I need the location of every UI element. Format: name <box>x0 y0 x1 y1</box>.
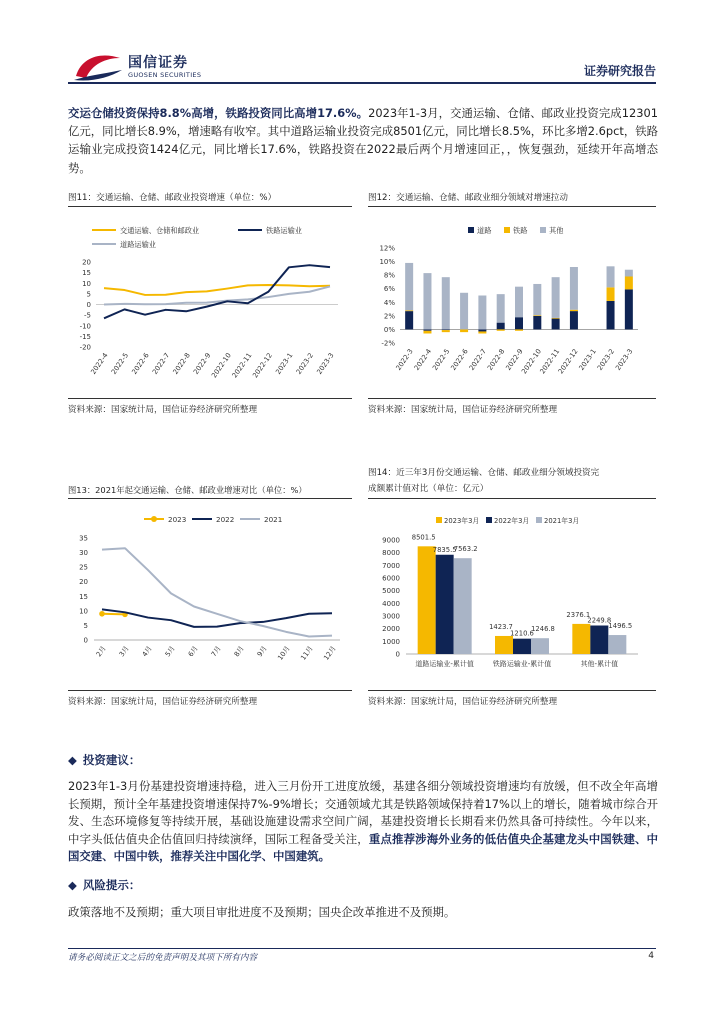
legend-label: 2021 <box>264 515 283 524</box>
legend-label: 其他 <box>549 226 564 235</box>
legend-label: 道路 <box>477 226 492 235</box>
fig12-bottom-rule <box>368 398 656 399</box>
y-tick-label: 0 <box>83 636 88 645</box>
x-tick-label: 11月 <box>299 644 315 662</box>
fig12-top-rule <box>368 206 656 207</box>
bar-segment <box>515 329 523 330</box>
page-number: 4 <box>648 951 654 961</box>
fig13-chart <box>68 504 352 686</box>
series-line <box>102 609 332 626</box>
report-type: 证券研究报告 <box>583 64 656 78</box>
bar-segment <box>607 301 615 330</box>
bar-segment <box>478 329 486 331</box>
bar-segment <box>515 287 523 318</box>
legend-swatch <box>436 517 442 523</box>
bar-segment <box>570 267 578 310</box>
y-tick-label: 0% <box>383 325 395 334</box>
fig11-source: 资料来源：国家统计局，国信证券经济研究所整理 <box>68 405 258 415</box>
x-tick-label: 2022-10 <box>210 351 233 380</box>
footer-divider <box>68 948 656 949</box>
x-tick-label: 2022-4 <box>89 351 110 376</box>
bar <box>454 558 472 654</box>
series-line <box>102 548 332 636</box>
legend-label: 交通运输、仓储和邮政业 <box>120 226 200 235</box>
bar-segment <box>423 329 431 330</box>
y-tick-label: 1000 <box>382 637 400 646</box>
fig11-chart <box>68 212 352 396</box>
diamond-bullet-icon: ◆ <box>68 878 77 892</box>
x-tick-label: 3月 <box>117 644 131 659</box>
legend-marker <box>151 516 157 522</box>
legend-swatch <box>536 517 542 523</box>
data-label: 7835.5 <box>432 545 457 554</box>
bar-segment <box>497 294 505 323</box>
header-divider <box>68 82 656 84</box>
legend-swatch <box>540 227 546 233</box>
invest-body: 2023年1-3月份基建投资增速持稳，进入三月份开工进度放缓，基建各细分领域投资增速均有放缓，但不改全年高增长预期，预计全年基建投资增速保持7%-9%增长；交通领域尤其是铁路领域保持着17%以上的增长，随着城市综合开发、生态环境修复等持续开展，基础设施建设需求空间广阔，基建投资增长长期看来仍然具备可持续性。今年以来，中字头低估值央企估值回归持续演绎，国际工程备受关注， <box>68 779 658 846</box>
y-tick-label: -5 <box>84 311 91 320</box>
y-tick-label: 25 <box>79 563 88 572</box>
x-tick-label: 2022-5 <box>109 351 131 376</box>
bar-segment <box>423 331 431 334</box>
legend-label: 道路运输业 <box>120 240 156 249</box>
bar <box>418 546 436 654</box>
legend-swatch <box>468 227 474 233</box>
y-tick-label: 5000 <box>382 587 400 596</box>
page-header <box>0 0 724 90</box>
y-tick-label: 0 <box>395 650 400 659</box>
data-label: 1423.7 <box>489 622 513 631</box>
x-tick-label: 9月 <box>255 644 269 659</box>
bar-segment <box>405 310 413 311</box>
y-tick-label: 30 <box>79 549 88 558</box>
x-tick-label: 铁路运输业-累计值 <box>492 660 552 668</box>
x-tick-label: 10月 <box>276 644 292 662</box>
bar-segment <box>405 263 413 311</box>
x-tick-label: 2022-7 <box>150 351 172 376</box>
fig14-bottom-rule <box>368 690 656 691</box>
y-tick-label: 2% <box>383 312 395 321</box>
bar-segment <box>607 287 615 301</box>
bar-segment <box>423 273 431 329</box>
bar-segment <box>570 311 578 329</box>
y-tick-label: 15 <box>79 592 88 601</box>
bar-segment <box>625 289 633 329</box>
series-line <box>104 265 330 318</box>
x-tick-label: 2023-1 <box>274 351 295 376</box>
fig12-source: 资料来源：国家统计局，国信证券经济研究所整理 <box>368 405 558 415</box>
y-tick-label: -15 <box>79 332 91 341</box>
data-label: 8501.5 <box>411 533 436 542</box>
fig13-source: 资料来源：国家统计局，国信证券经济研究所整理 <box>68 697 258 707</box>
y-tick-label: 8000 <box>382 549 400 558</box>
data-label: 1210.6 <box>510 629 534 638</box>
x-tick-label: 2023-2 <box>294 351 316 376</box>
bar-segment <box>552 319 560 330</box>
fig13-title: 图13：2021年起交通运输、仓储、邮政业增速对比（单位：%） <box>68 485 307 495</box>
x-tick-label: 2022-11 <box>230 351 254 380</box>
fig11-top-rule <box>68 206 352 207</box>
risk-body: 政策落地不及预期；重大项目审批进度不及预期；国央企改革推进不及预期。 <box>68 905 456 919</box>
diamond-bullet-icon: ◆ <box>68 753 77 767</box>
legend-swatch <box>504 227 510 233</box>
legend-label: 铁路 <box>513 226 528 235</box>
y-tick-label: 5 <box>83 621 88 630</box>
bar-segment <box>552 318 560 319</box>
fig14-title-line1: 图14：近三年3月份交通运输、仓储、邮政业细分领域投资完 <box>368 468 600 478</box>
x-tick-label: 2022-11 <box>538 347 562 376</box>
y-tick-label: 5 <box>86 290 91 299</box>
legend-swatch <box>486 517 492 523</box>
bar <box>436 555 454 654</box>
fig13-bottom-rule <box>68 690 352 691</box>
x-tick-label: 2022-6 <box>449 347 470 372</box>
intro-bold-lead: 交运仓储投资保持8.8%高增，铁路投资同比高增17.6%。 <box>68 106 369 120</box>
invest-paragraph <box>68 778 658 866</box>
bar-segment <box>570 310 578 311</box>
x-tick-label: 2023-3 <box>315 351 336 376</box>
legend-label: 2023年3月 <box>444 517 480 525</box>
bar-segment <box>442 277 450 329</box>
legend-label: 2023 <box>168 515 187 524</box>
y-tick-label: 8% <box>383 271 395 280</box>
x-tick-label: 2023-1 <box>577 347 598 372</box>
bar-segment <box>460 329 468 332</box>
data-label: 7563.2 <box>453 545 478 554</box>
bar <box>495 636 513 654</box>
x-tick-label: 2022-7 <box>467 347 489 372</box>
x-tick-label: 2022-9 <box>192 351 213 376</box>
bar-segment <box>478 296 486 330</box>
y-tick-label: 20 <box>82 258 91 267</box>
data-point <box>99 611 105 617</box>
invest-recommendation: 重点推荐涉海外业务的低估值央企基建龙头中国铁建、中国交建、中国中铁，推荐关注中国化学、中国建筑。 <box>68 831 658 864</box>
y-tick-label: 10 <box>82 279 91 288</box>
footer-disclaimer: 请务必阅读正文之后的免责声明及其项下所有内容 <box>68 953 258 963</box>
bar-segment <box>533 315 541 316</box>
x-tick-label: 2022-12 <box>251 351 275 380</box>
risk-heading: ◆ 风险提示： <box>68 878 141 892</box>
y-tick-label: 9000 <box>382 536 400 545</box>
x-tick-label: 其他-累计值 <box>580 660 619 668</box>
y-tick-label: 3000 <box>382 612 400 621</box>
bar-segment <box>405 311 413 329</box>
data-label: 1246.8 <box>531 625 555 634</box>
x-tick-label: 6月 <box>186 644 200 659</box>
x-tick-label: 5月 <box>163 644 177 659</box>
bar <box>590 626 608 654</box>
x-tick-label: 2022-5 <box>431 347 452 372</box>
bar <box>513 639 531 654</box>
y-tick-label: 12% <box>379 244 395 253</box>
data-label: 2249.8 <box>587 616 612 625</box>
fig11-bottom-rule <box>68 398 352 399</box>
bar-segment <box>552 277 560 318</box>
x-tick-label: 道路运输业-累计值 <box>415 660 474 668</box>
x-tick-label: 2022-8 <box>485 347 507 372</box>
bar-segment <box>460 293 468 330</box>
fig14-top-rule <box>368 498 656 499</box>
bar-segment <box>533 316 541 330</box>
intro-paragraph <box>68 104 658 177</box>
y-tick-label: 4% <box>383 298 395 307</box>
x-tick-label: 2022-10 <box>520 347 543 376</box>
x-tick-label: 2023-2 <box>595 347 617 372</box>
data-label: 1496.5 <box>608 622 633 631</box>
fig13-top-rule <box>68 498 352 499</box>
legend-label: 2022年3月 <box>494 517 530 525</box>
y-tick-label: 2000 <box>382 625 400 634</box>
fig14-source: 资料来源：国家统计局，国信证券经济研究所整理 <box>368 697 558 707</box>
y-tick-label: 6000 <box>382 574 400 583</box>
bar-segment <box>497 329 505 330</box>
y-tick-label: 10% <box>379 258 395 267</box>
x-tick-label: 8月 <box>232 644 246 659</box>
invest-heading: ◆ 投资建议： <box>68 753 141 767</box>
y-tick-label: 10 <box>79 607 88 616</box>
bar-segment <box>442 329 450 330</box>
y-tick-label: 6% <box>383 285 395 294</box>
y-tick-label: 20 <box>79 578 88 587</box>
bar <box>531 638 549 654</box>
series-line <box>102 614 125 615</box>
y-tick-label: 7000 <box>382 561 400 570</box>
fig11-title: 图11：交通运输、仓储、邮政业投资增速（单位：%） <box>68 193 277 203</box>
y-tick-label: 35 <box>79 534 88 543</box>
x-tick-label: 2月 <box>94 644 108 659</box>
bar-segment <box>625 277 633 290</box>
x-tick-label: 2022-6 <box>130 351 151 376</box>
x-tick-label: 2022-4 <box>412 347 434 372</box>
y-tick-label: -20 <box>79 343 91 352</box>
bar <box>608 635 626 654</box>
bar <box>572 624 590 654</box>
guosen-logo-icon <box>72 50 124 84</box>
x-tick-label: 2022-3 <box>394 347 415 372</box>
bar-segment <box>607 266 615 287</box>
x-tick-label: 2022-8 <box>171 351 192 376</box>
x-tick-label: 2022-12 <box>556 347 580 376</box>
legend-label: 2021年3月 <box>544 517 580 525</box>
x-tick-label: 12月 <box>322 644 338 662</box>
bar-segment <box>497 323 505 330</box>
intro-body: 2023年1-3月，交通运输、仓储、邮政业投资完成12301亿元，同比增长8.9%，增速略有收窄。其中道路运输业投资完成8501亿元，同比增长8.5%，环比多增2.6pct，铁路运输业完成投资1424亿元，同比增长17.6%，铁路投资在2022最后两个月增速回正，，恢复强劲，延续开年高增态势。 <box>68 106 658 175</box>
y-tick-label: -2% <box>381 339 395 348</box>
x-tick-label: 2022-9 <box>504 347 525 372</box>
legend-label: 2022 <box>216 515 235 524</box>
y-tick-label: 15 <box>82 269 91 278</box>
x-tick-label: 4月 <box>140 644 154 659</box>
bar-segment <box>478 331 486 333</box>
bar-segment <box>515 317 523 329</box>
fig12-chart <box>368 212 656 396</box>
x-tick-label: 2023-3 <box>614 347 635 372</box>
fig12-title: 图12：交通运输、仓储、邮政业细分领域对增速拉动 <box>368 193 568 203</box>
bar-segment <box>442 330 450 332</box>
x-tick-label: 7月 <box>209 644 223 659</box>
fig14-title-line2: 成额累计值对比（单位：亿元） <box>368 484 489 494</box>
bar-segment <box>533 284 541 315</box>
data-label: 2376.1 <box>566 610 591 619</box>
y-tick-label: -10 <box>79 322 91 331</box>
bar-segment <box>625 270 633 277</box>
legend-label: 铁路运输业 <box>266 226 302 235</box>
y-tick-label: 0 <box>86 301 91 309</box>
y-tick-label: 4000 <box>382 599 400 608</box>
fig14-chart <box>368 504 656 686</box>
company-name-cn: 国信证券 <box>128 55 188 71</box>
company-name-en: GUOSEN SECURITIES <box>128 71 202 79</box>
